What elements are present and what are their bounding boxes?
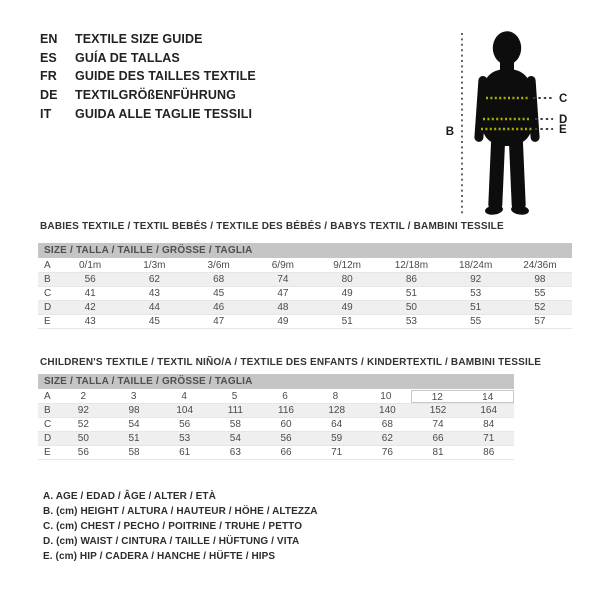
value-cell: 92 <box>470 274 482 285</box>
lang-code: EN <box>40 32 58 47</box>
value-cell: 14 <box>463 390 514 403</box>
value-cell: 74 <box>432 419 444 430</box>
value-cell: 53 <box>405 316 417 327</box>
value-cell: 24/36m <box>523 260 557 271</box>
value-cell: 41 <box>84 288 96 299</box>
value-cell: 47 <box>277 288 289 299</box>
value-cell: 152 <box>429 405 447 416</box>
value-cell: 80 <box>341 274 353 285</box>
lang-title: GUIDE DES TAILLES TEXTILE <box>75 69 256 84</box>
value-cell: 104 <box>176 405 194 416</box>
value-cell: 45 <box>213 288 225 299</box>
babies-size-table <box>38 243 572 329</box>
row-label: C <box>44 288 52 299</box>
lang-row-de <box>40 86 256 105</box>
value-cell: 60 <box>280 419 292 430</box>
lang-row-fr <box>40 67 256 86</box>
value-cell: 71 <box>331 447 343 458</box>
legend-line-chest: C. (cm) CHEST / PECHO / POITRINE / TRUHE / PETTO <box>43 521 303 532</box>
value-cell: 52 <box>534 302 546 313</box>
measurement-legend <box>43 489 318 564</box>
value-cell: 12 <box>411 390 462 403</box>
lang-row-it <box>40 104 256 123</box>
value-cell: 10 <box>380 391 392 402</box>
value-cell: 84 <box>483 419 495 430</box>
value-cell: 47 <box>213 316 225 327</box>
value-cell: 62 <box>381 433 393 444</box>
value-cell: 68 <box>213 274 225 285</box>
value-cell: 61 <box>179 447 191 458</box>
legend-line-waist: D. (cm) WAIST / CINTURA / TAILLE / HÜFTUNG / VITA <box>43 536 300 547</box>
value-cell: 3 <box>130 391 137 402</box>
value-cell: 116 <box>278 405 294 416</box>
row-label: D <box>44 433 52 444</box>
row-label: E <box>44 316 51 327</box>
value-cell: 45 <box>148 316 160 327</box>
value-cell: 86 <box>483 447 495 458</box>
lang-title: TEXTILGRÖßENFÜHRUNG <box>75 88 236 103</box>
value-cell: 74 <box>277 274 289 285</box>
child-silhouette <box>474 31 540 216</box>
value-cell: 164 <box>480 405 498 416</box>
lang-title: GUÍA DE TALLAS <box>75 50 180 65</box>
value-cell: 42 <box>84 302 96 313</box>
table-row-A <box>38 390 514 404</box>
lang-code: ES <box>40 50 57 65</box>
value-cell: 92 <box>77 405 89 416</box>
size-header-bar: SIZE / TALLA / TAILLE / GRÖSSE / TAGLIA <box>38 243 572 258</box>
value-cell: 64 <box>331 419 343 430</box>
row-label: B <box>44 405 51 416</box>
value-cell: 53 <box>179 433 191 444</box>
children-section-title: CHILDREN'S TEXTILE / TEXTIL NIÑO/A / TEXTILE DES ENFANTS / KINDERTEXTIL / BAMBINI TESSILE <box>40 357 542 368</box>
value-cell: 98 <box>534 274 546 285</box>
value-cell: 98 <box>128 405 140 416</box>
row-label: B <box>44 274 51 285</box>
table-row-C <box>38 287 572 301</box>
value-cell: 46 <box>213 302 225 313</box>
value-cell: 0/1m <box>79 260 102 271</box>
value-cell: 5 <box>231 391 238 402</box>
value-cell: 8 <box>332 391 339 402</box>
row-label: C <box>44 419 52 430</box>
value-cell: 51 <box>405 288 417 299</box>
table-row-D <box>38 432 514 446</box>
value-cell: 111 <box>227 405 243 416</box>
table-row-B <box>38 273 572 287</box>
value-cell: 51 <box>341 316 353 327</box>
lang-code: FR <box>40 69 57 84</box>
language-title-list <box>40 30 256 123</box>
value-cell: 58 <box>128 447 140 458</box>
value-cell: 6/9m <box>271 260 294 271</box>
value-cell: 56 <box>280 433 292 444</box>
value-cell: 1/3m <box>143 260 166 271</box>
legend-line-age: A. AGE / EDAD / ÂGE / ALTER / ETÀ <box>43 491 216 502</box>
height-label: B <box>445 126 454 138</box>
value-cell: 44 <box>148 302 160 313</box>
value-cell: 6 <box>282 391 288 402</box>
value-cell: 43 <box>84 316 96 327</box>
value-cell: 49 <box>277 316 289 327</box>
value-cell: 54 <box>128 419 140 430</box>
value-cell: 71 <box>483 433 495 444</box>
value-cell: 128 <box>328 405 346 416</box>
lang-code: DE <box>40 88 58 103</box>
size-header-bar: SIZE / TALLA / TAILLE / GRÖSSE / TAGLIA <box>38 374 514 389</box>
lang-title: GUIDA ALLE TAGLIE TESSILI <box>75 106 253 121</box>
table-row-B <box>38 404 514 418</box>
waist-label: D <box>559 114 568 126</box>
value-cell: 59 <box>331 433 343 444</box>
value-cell: 51 <box>470 302 482 313</box>
value-cell: 56 <box>77 447 89 458</box>
row-label: A <box>44 391 51 402</box>
lang-row-es <box>40 49 256 68</box>
value-cell: 12/18m <box>394 260 429 271</box>
value-cell: 4 <box>181 391 187 402</box>
table-row-E <box>38 315 572 329</box>
table-row-A <box>38 259 572 273</box>
table-row-C <box>38 418 514 432</box>
chest-label: C <box>559 93 568 105</box>
legend-line-height: B. (cm) HEIGHT / ALTURA / HAUTEUR / HÖHE / ALTEZZA <box>43 506 318 517</box>
table-row-E <box>38 446 514 460</box>
legend-line-hip: E. (cm) HIP / CADERA / HANCHE / HÜFTE / HIPS <box>43 551 276 562</box>
hip-label: E <box>559 124 567 136</box>
value-cell: 48 <box>277 302 289 313</box>
value-cell: 2 <box>80 391 86 402</box>
value-cell: 68 <box>381 419 393 430</box>
row-label: A <box>44 260 51 271</box>
value-cell: 58 <box>229 419 241 430</box>
value-cell: 66 <box>432 433 444 444</box>
value-cell: 86 <box>405 274 417 285</box>
row-label: D <box>44 302 52 313</box>
value-cell: 56 <box>179 419 191 430</box>
value-cell: 55 <box>470 316 482 327</box>
value-cell: 66 <box>280 447 292 458</box>
value-cell: 49 <box>341 302 353 313</box>
lang-title: TEXTILE SIZE GUIDE <box>75 32 203 47</box>
value-cell: 56 <box>84 274 96 285</box>
children-size-table <box>38 374 514 460</box>
value-cell: 81 <box>432 447 444 458</box>
child-measurement-figure <box>432 13 582 223</box>
lang-code: IT <box>40 106 52 121</box>
value-cell: 52 <box>77 419 89 430</box>
value-cell: 76 <box>381 447 393 458</box>
value-cell: 18/24m <box>458 260 493 271</box>
value-cell: 3/6m <box>207 260 230 271</box>
value-cell: 43 <box>148 288 160 299</box>
value-cell: 63 <box>229 447 241 458</box>
value-cell: 53 <box>470 288 482 299</box>
value-cell: 57 <box>534 316 546 327</box>
value-cell: 54 <box>229 433 241 444</box>
lang-row-en <box>40 30 256 49</box>
value-cell: 49 <box>341 288 353 299</box>
value-cell: 140 <box>379 405 396 416</box>
value-cell: 50 <box>405 302 417 313</box>
value-cell: 62 <box>148 274 160 285</box>
value-cell: 50 <box>77 433 89 444</box>
babies-section-title: BABIES TEXTILE / TEXTIL BEBÉS / TEXTILE DES BÉBÉS / BABYS TEXTIL / BAMBINI TESSILE <box>40 221 504 232</box>
table-row-D <box>38 301 572 315</box>
value-cell: 55 <box>534 288 546 299</box>
row-label: E <box>44 447 51 458</box>
value-cell: 51 <box>128 433 140 444</box>
value-cell: 9/12m <box>333 260 362 271</box>
